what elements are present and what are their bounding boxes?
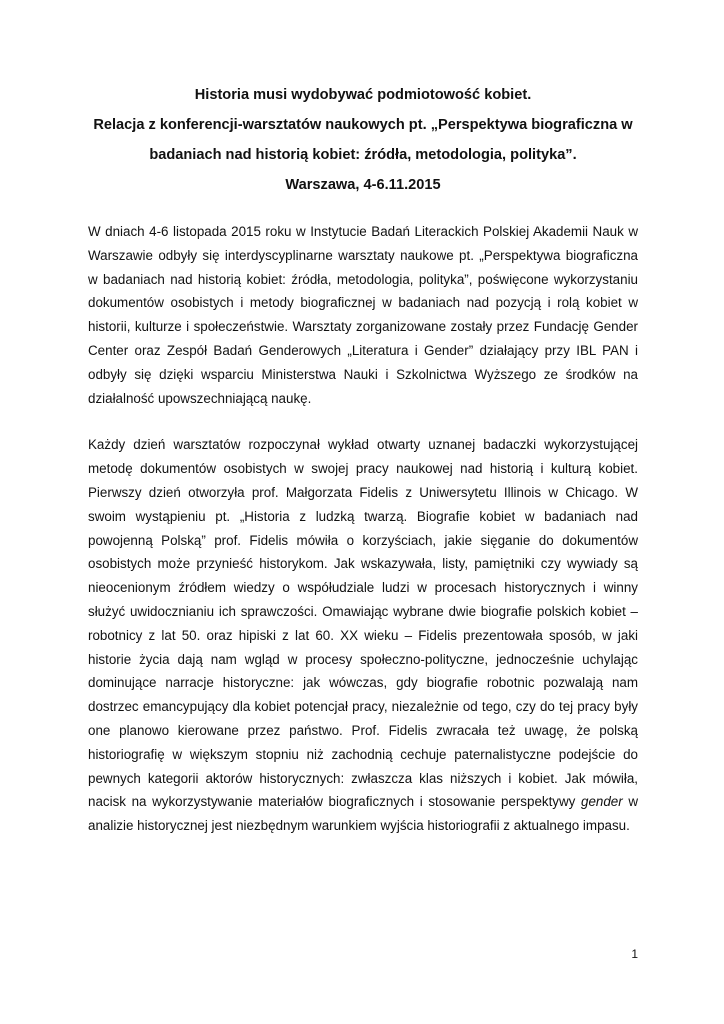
paragraph-2-text-b: w analizie historycznej jest niezbędnym warunkiem wyjścia historiografii z aktualnego impasu. xyxy=(88,794,638,834)
title-line-1: Historia musi wydobywać podmiotowość kobiet. xyxy=(194,87,532,103)
title-line-2: Relacja z konferencji-warsztatów naukowych pt. „Perspektywa biograficzna w xyxy=(93,117,633,133)
paragraph-1: W dniach 4-6 listopada 2015 roku w Instytucie Badań Literackich Polskiej Akademii Nauk w Warszawie odbyły się interdyscyplinarne warsztaty naukowe pt. „Perspektywa biograficzna w badaniach nad historią kobiet: źródła, metodologia, polityka”, poświęcone wykorzystaniu dokumentów osobistych i metody biograficznej w badaniach nad pozycją i rolą kobiet w historii, kulturze i społeczeństwie. Warsztaty zorganizowane zostały przez Fundację Gender Center oraz Zespół Badań Genderowych „Literatura i Gender” działający przy IBL PAN i odbyły się dzięki wsparciu Ministerstwa Nauki i Szkolnictwa Wyższego ze środków na działalność upowszechniającą naukę. xyxy=(88,224,638,406)
title-line-3: badaniach nad historią kobiet: źródła, metodologia, polityka”. xyxy=(149,147,577,163)
page-number: 1 xyxy=(631,947,638,961)
document-title xyxy=(88,80,638,200)
paragraph-2-text-a: Każdy dzień warsztatów rozpoczynał wykład otwarty uznanej badaczki wykorzystującej metodę dokumentów osobistych w swojej pracy naukowej nad historią i kulturą kobiet. Pierwszy dzień otworzyła prof. Małgorzata Fidelis z Uniwersytetu Illinois w Chicago. W swoim wystąpieniu pt. „Historia z ludzką twarzą. Biografie kobiet w badaniach nad powojenną Polską” prof. Fidelis mówiła o korzyściach, jakie sięganie do dokumentów osobistych może przynieść historykom. Jak wskazywała, listy, pamiętniki czy wywiady są nieocenionym źródłem wiedzy o współudziale ludzi w procesach historycznych i winny służyć uwidocznianiu ich sprawczości. Omawiając wybrane dwie biografie polskich kobiet – robotnicy z lat 50. oraz hipiski z lat 60. XX wieku – Fidelis prezentowała sposób, w jaki historie życia dają nam wgląd w procesy społeczno-polityczne, jednocześnie uchylając dominujące narracje historyczne: jak wówczas, gdy biografie robotnic pozwalają nam dostrzec emancypujący dla kobiet potencjał pracy, niezależnie od tego, czy do tej pracy były one planowo kierowane przez państwo. Prof. Fidelis zwracała też uwagę, że polską historiografię w większym stopniu niż zachodnią cechuje paternalistyczne podejście do pewnych kategorii aktorów historycznych: zwłaszcza klas niższych i kobiet. Jak mówiła, nacisk na wykorzystywanie materiałów biograficznych i stosowanie perspektywy xyxy=(88,437,638,810)
document-body xyxy=(88,220,638,838)
paragraph-2 xyxy=(88,433,638,838)
document-page xyxy=(88,80,638,838)
title-line-4: Warszawa, 4-6.11.2015 xyxy=(285,177,441,193)
paragraph-2-italic-term: gender xyxy=(581,794,623,810)
